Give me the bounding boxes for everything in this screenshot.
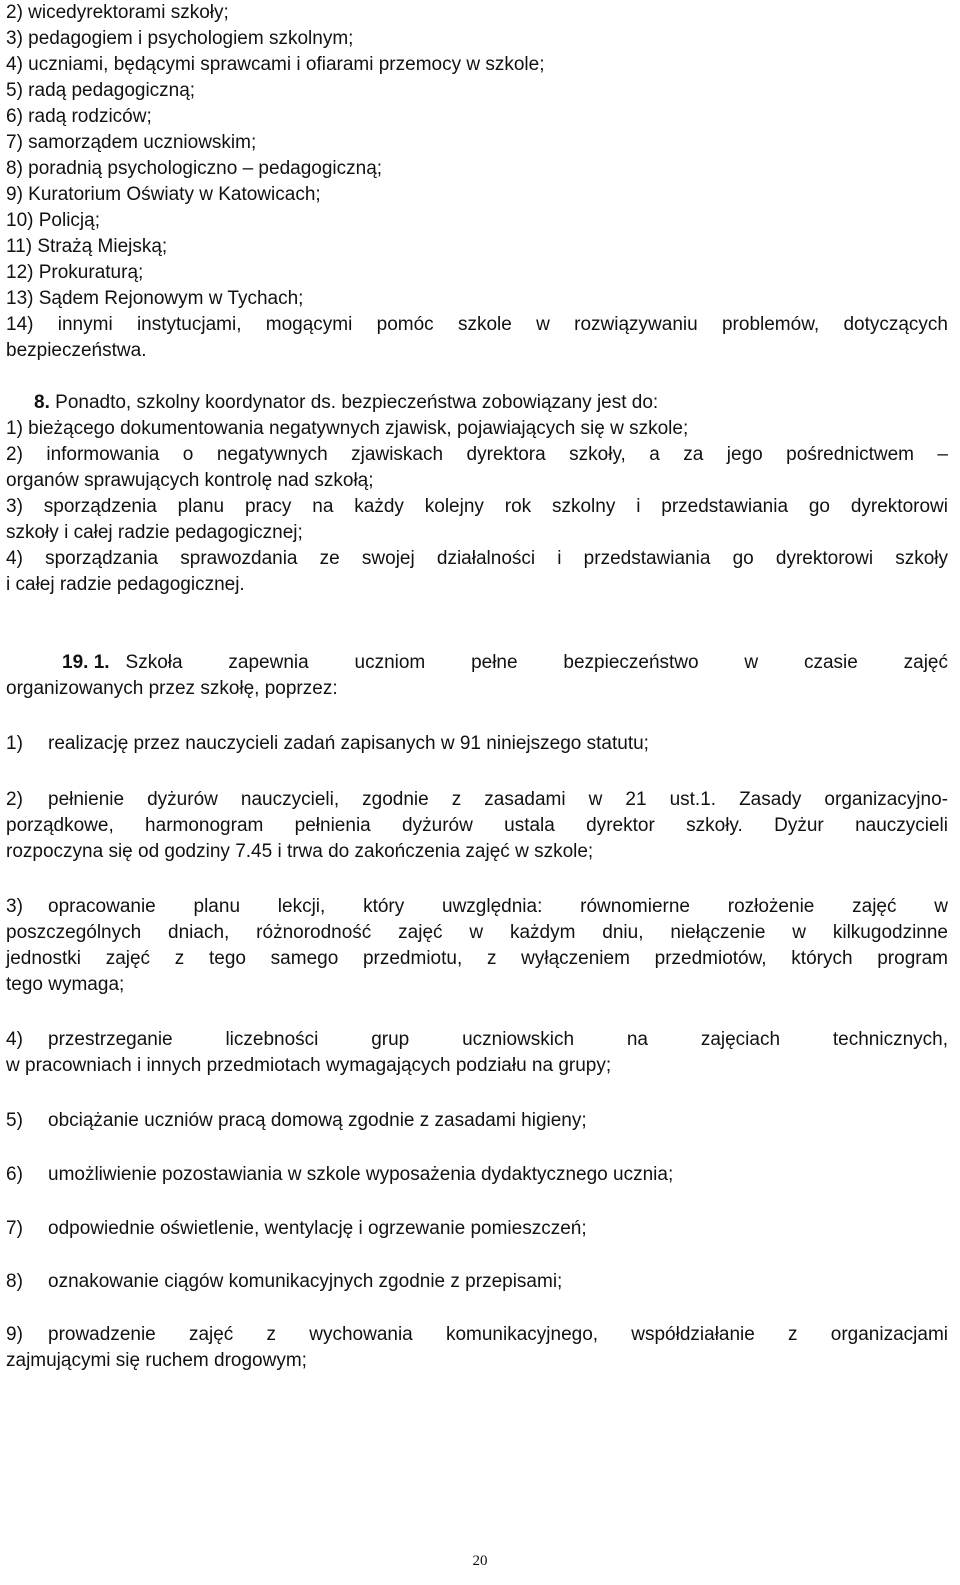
list-item: 8) oznakowanie ciągów komunikacyjnych zgodnie z przepisami;: [6, 1271, 563, 1292]
paragraph-line: organizowanych przez szkołę, poprzez:: [6, 678, 338, 699]
list-item: 1) realizację przez nauczycieli zadań zapisanych w 91 niniejszego statutu;: [6, 733, 649, 754]
list-item-continuation: w pracowniach i innych przedmiotach wymagających podziału na grupy;: [6, 1055, 612, 1076]
list-item-continuation: rozpoczyna się od godziny 7.45 i trwa do zakończenia zajęć w szkole;: [6, 841, 594, 862]
list-item: 11) Strażą Miejską;: [6, 236, 168, 257]
section-number: 8.: [34, 392, 50, 413]
section-8-heading: [34, 392, 658, 414]
paragraph-line: 3) sporządzenia planu pracy na każdy kolejny rok szkolny i przedstawiania go dyrektorowi: [6, 496, 948, 517]
list-item: 6) umożliwienie pozostawiania w szkole wyposażenia dydaktycznego ucznia;: [6, 1164, 674, 1185]
list-item: 7) samorządem uczniowskim;: [6, 132, 257, 153]
paragraph-line: 2) informowania o negatywnych zjawiskach dyrektora szkoły, a za jego pośrednictwem –: [6, 444, 948, 465]
list-item-continuation: tego wymaga;: [6, 974, 125, 995]
list-item-continuation: porządkowe, harmonogram pełnienia dyżurów ustala dyrektor szkoły. Dyżur nauczycieli: [6, 815, 948, 836]
list-item-continuation: jednostki zajęć z tego samego przedmiotu, z wyłączeniem przedmiotów, których program: [6, 948, 948, 969]
section-title: Szkoła zapewnia uczniom pełne bezpieczeństwo w czasie zajęć: [125, 652, 948, 673]
list-item: 5) radą pedagogiczną;: [6, 80, 196, 101]
list-item: 14) innymi instytucjami, mogącymi pomóc szkole w rozwiązywaniu problemów, dotyczących: [6, 314, 948, 335]
list-item: 13) Sądem Rejonowym w Tychach;: [6, 288, 304, 309]
list-item-continuation: zajmującymi się ruchem drogowym;: [6, 1350, 307, 1371]
list-item: 2) pełnienie dyżurów nauczycieli, zgodnie z zasadami w 21 ust.1. Zasady organizacyjno-: [6, 789, 948, 810]
list-item: 4) przestrzeganie liczebności grup uczniowskich na zajęciach technicznych,: [6, 1029, 948, 1050]
list-item: 3) opracowanie planu lekcji, który uwzględnia: równomierne rozłożenie zajęć w: [6, 896, 948, 917]
list-item: 6) radą rodziców;: [6, 106, 152, 127]
list-item: 8) poradnią psychologiczno – pedagogiczną;: [6, 158, 383, 179]
paragraph-line: i całej radzie pedagogicznej.: [6, 574, 245, 595]
paragraph-line: organów sprawujących kontrolę nad szkołą;: [6, 470, 374, 491]
section-title: Ponadto, szkolny koordynator ds. bezpieczeństwa zobowiązany jest do:: [55, 392, 659, 413]
list-item: 4) uczniami, będącymi sprawcami i ofiarami przemocy w szkole;: [6, 54, 545, 75]
list-item: 2) wicedyrektorami szkoły;: [6, 2, 229, 23]
list-item: 12) Prokuraturą;: [6, 262, 144, 283]
list-item: 7) odpowiednie oświetlenie, wentylację i ogrzewanie pomieszczeń;: [6, 1218, 587, 1239]
list-item: 9) Kuratorium Oświaty w Katowicach;: [6, 184, 321, 205]
list-item-continuation: bezpieczeństwa.: [6, 340, 147, 361]
paragraph-line: 1) bieżącego dokumentowania negatywnych zjawisk, pojawiających się w szkole;: [6, 418, 689, 439]
paragraph-line: 4) sporządzania sprawozdania ze swojej działalności i przedstawiania go dyrektorowi szkoły: [6, 548, 948, 569]
list-item-continuation: poszczególnych dniach, różnorodność zajęć w każdym dniu, niełączenie w kilkugodzinne: [6, 922, 948, 943]
section-number: 19. 1.: [62, 652, 110, 673]
list-item: 5) obciążanie uczniów pracą domową zgodnie z zasadami higieny;: [6, 1110, 587, 1131]
list-item: 3) pedagogiem i psychologiem szkolnym;: [6, 28, 354, 49]
paragraph-line: szkoły i całej radzie pedagogicznej;: [6, 522, 303, 543]
list-item: 10) Policją;: [6, 210, 100, 231]
page-number: 20: [472, 1553, 488, 1569]
section-19-heading: [62, 652, 948, 674]
list-item: 9) prowadzenie zajęć z wychowania komunikacyjnego, współdziałanie z organizacjami: [6, 1324, 948, 1345]
